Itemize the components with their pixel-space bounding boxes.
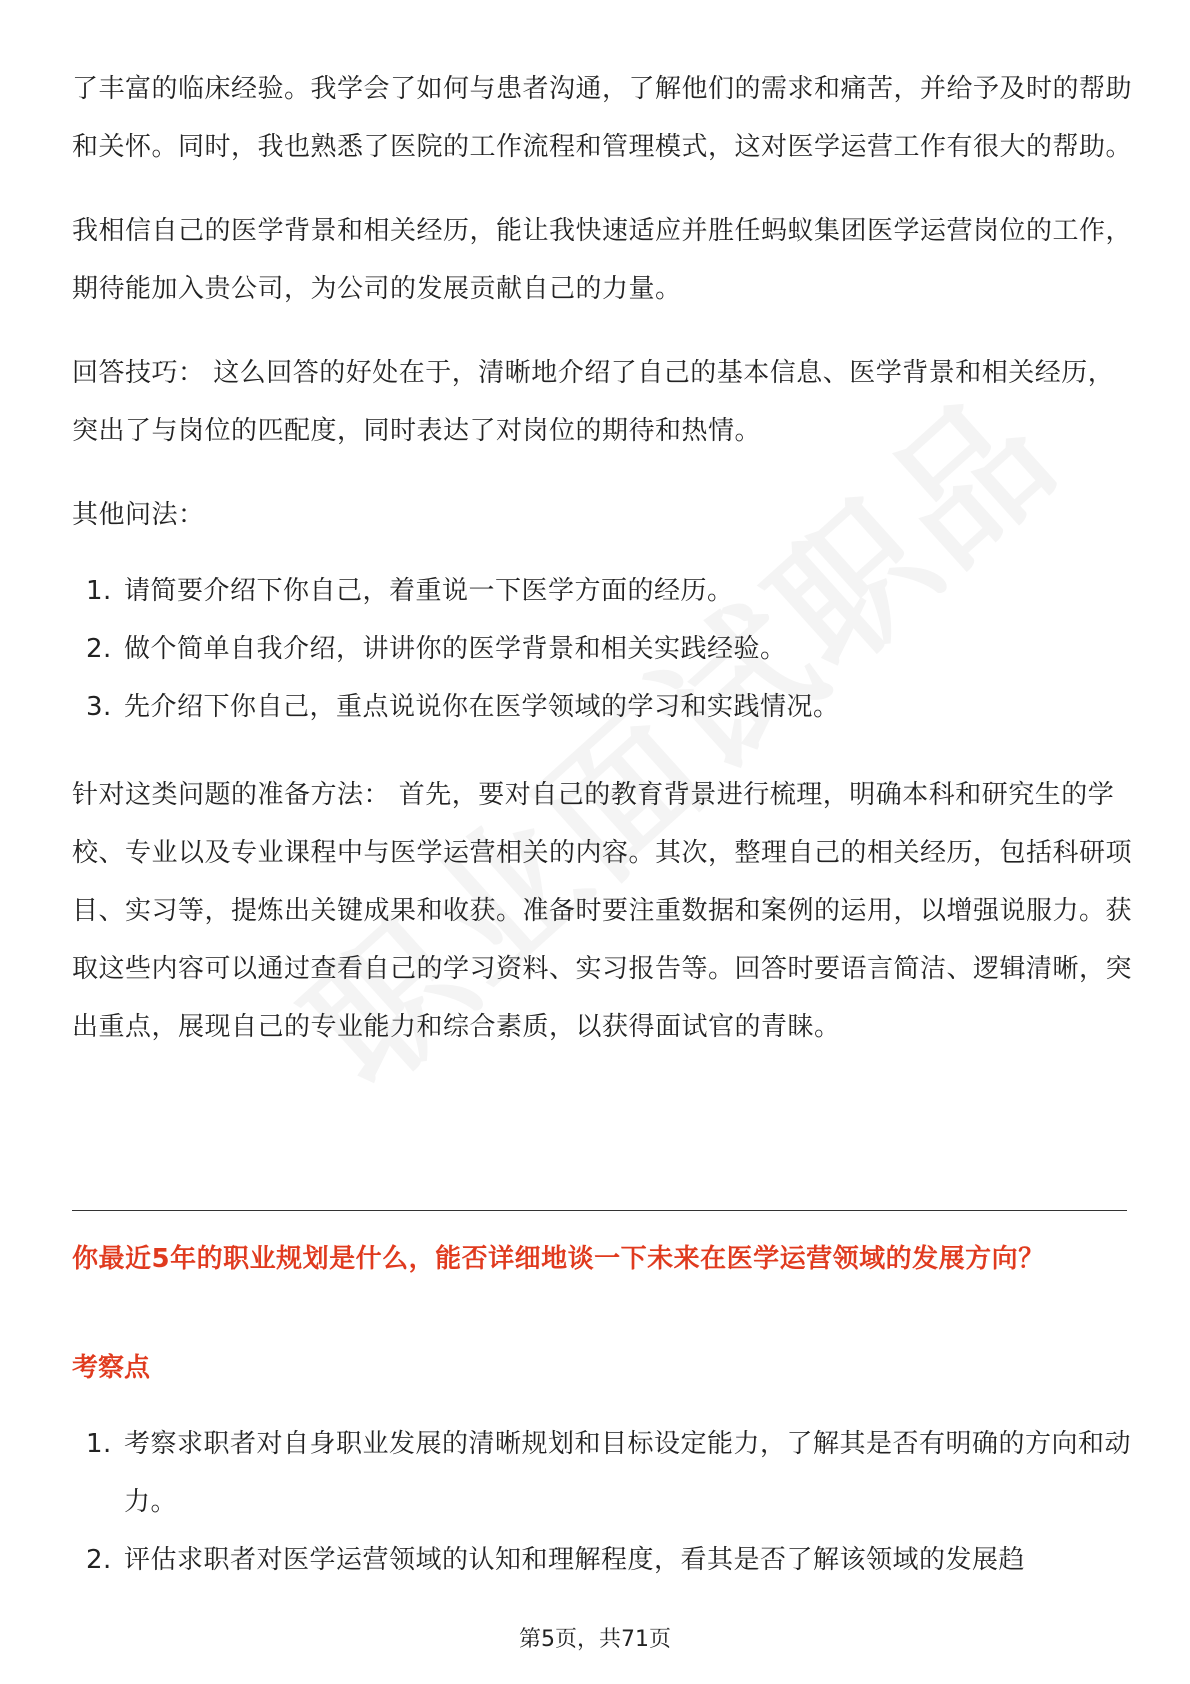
list-item [72, 1531, 1132, 1589]
page-footer: 第5页，共71页 [519, 1627, 671, 1652]
list-number: 1. [86, 576, 112, 606]
paragraph-continuation: 了丰富的临床经验。我学会了如何与患者沟通，了解他们的需求和痛苦，并给予及时的帮助和关怀。同时，我也熟悉了医院的工作流程和管理模式，这对医学运营工作有很大的帮助。 [72, 74, 1133, 162]
list-text: 考察求职者对自身职业发展的清晰规划和目标设定能力，了解其是否有明确的方向和动力。 [124, 1429, 1132, 1517]
section-divider [72, 1210, 1127, 1211]
list-item [72, 678, 1132, 736]
focus-points-list [72, 1415, 1132, 1589]
preparation-method: 针对这类问题的准备方法： 首先，要对自己的教育背景进行梳理，明确本科和研究生的学校、专业以及专业课程中与医学运营相关的内容。其次，整理自己的相关经历，包括科研项目、实习等，提炼出关键成果和收获。准备时要注重数据和案例的运用，以增强说服力。获取这些内容可以通过查看自己的学习资料、实习报告等。回答时要语言简洁、逻辑清晰，突出重点，展现自己的专业能力和综合素质，以获得面试官的青睐。 [72, 780, 1133, 1042]
list-number: 3. [86, 692, 112, 722]
focus-list [72, 1415, 1132, 1589]
focus-heading: 考察点 [72, 1353, 151, 1383]
paragraph-closing: 我相信自己的医学背景和相关经历，能让我快速适应并胜任蚂蚁集团医学运营岗位的工作，期待能加入贵公司，为公司的发展贡献自己的力量。 [72, 216, 1133, 304]
list-number: 2. [86, 634, 112, 664]
other-questions-list [72, 562, 1132, 736]
other-questions-heading: 其他问法： [72, 500, 205, 530]
list-number: 1. [86, 1429, 112, 1459]
list-text: 先介绍下你自己，重点说说你在医学领域的学习和实践情况。 [124, 692, 840, 722]
answer-tips: 回答技巧： 这么回答的好处在于，清晰地介绍了自己的基本信息、医学背景和相关经历，突出了与岗位的匹配度，同时表达了对岗位的期待和热情。 [72, 358, 1115, 446]
list-text: 请简要介绍下你自己，着重说一下医学方面的经历。 [124, 576, 734, 606]
list-item [72, 562, 1132, 620]
body-content [72, 60, 1132, 1056]
list-number: 2. [86, 1545, 112, 1575]
question-title: 你最近5年的职业规划是什么，能否详细地谈一下未来在医学运营领域的发展方向？ [72, 1244, 1045, 1274]
list-item [72, 620, 1132, 678]
list-text: 做个简单自我介绍，讲讲你的医学背景和相关实践经验。 [124, 634, 787, 664]
list-item [72, 1415, 1132, 1531]
list-text: 评估求职者对医学运营领域的认知和理解程度，看其是否了解该领域的发展趋 [124, 1545, 1026, 1575]
